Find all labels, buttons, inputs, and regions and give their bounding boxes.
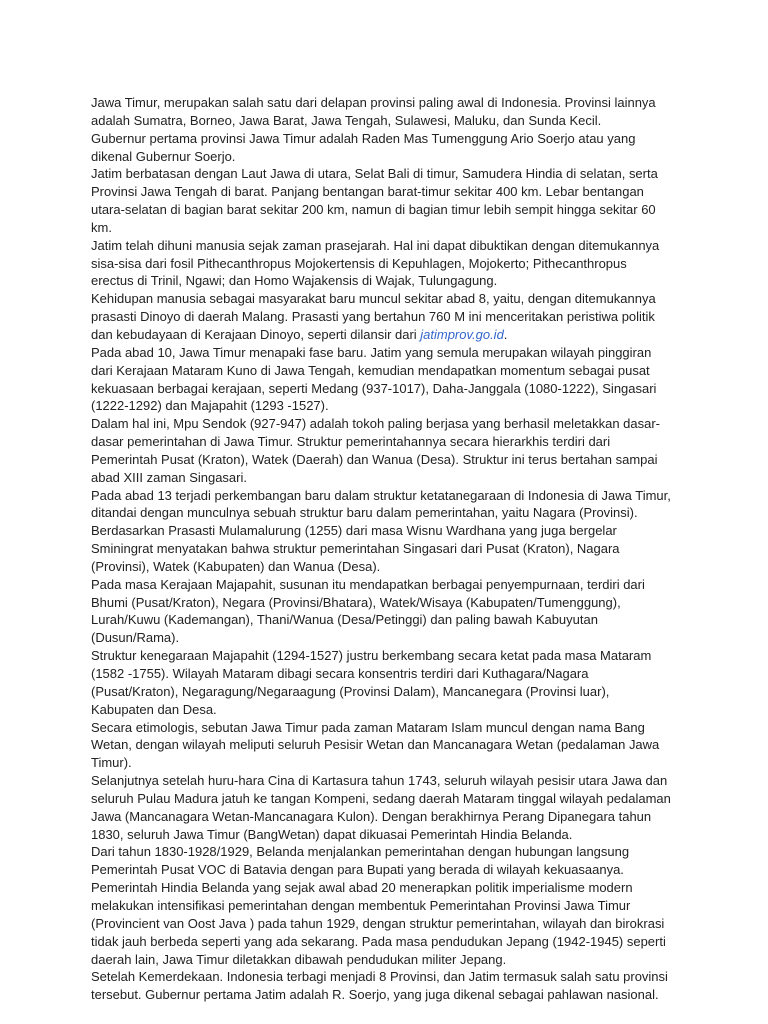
source-link[interactable]: jatimprov.go.id xyxy=(420,326,504,342)
paragraph-independence: Setelah Kemerdekaan. Indonesia terbagi menjadi 8 Provinsi, dan Jatim termasuk salah satu provinsi tersebut. Gubernur pertama Jatim adalah R. Soerjo, yang juga dikenal sebagai pahlawan nasional. xyxy=(91,969,668,1003)
paragraph-dinoyo xyxy=(91,290,672,344)
paragraph-mataram: Struktur kenegaraan Majapahit (1294-1527) justru berkembang secara ketat pada masa Mataram (1582 -1755). Wilayah Mataram dibagi secara konsentris terdiri dari Kuthagara/Nagara (Pusat/Kraton), Negaragung/Negaraagung (Provinsi Dalam), Mancanegara (Provinsi luar), Kabupaten dan Desa. xyxy=(91,648,652,717)
paragraph-kartasura: Selanjutnya setelah huru-hara Cina di Kartasura tahun 1743, seluruh wilayah pesisir utara Jawa dan seluruh Pulau Madura jatuh ke tangan Kompeni, sedang daerah Mataram tinggal wilayah pedalaman Jawa (Mancanagara Wetan-Mancanagara Kulon). Dengan berakhirnya Perang Dipanegara tahun 1830, seluruh Jawa Timur (BangWetan) dapat dikuasai Pemerintah Hindia Belanda. xyxy=(91,773,671,842)
paragraph-provinces: Jawa Timur, merupakan salah satu dari delapan provinsi paling awal di Indonesia. Provinsi lainnya adalah Sumatra, Borneo, Jawa Barat, Jawa Tengah, Sulawesi, Maluku, dan Sunda Kecil. xyxy=(91,95,656,128)
paragraph-etymology: Secara etimologis, sebutan Jawa Timur pada zaman Mataram Islam muncul dengan nama Bang Wetan, dengan wilayah meliputi seluruh Pesisir Wetan dan Mancanagara Wetan (pedalaman Jawa Timur). xyxy=(91,719,660,771)
document-body xyxy=(91,94,672,1004)
paragraph-prehistory: Jatim telah dihuni manusia sejak zaman prasejarah. Hal ini dapat dibuktikan dengan ditemukannya sisa-sisa dari fosil Pithecanthropus Mojokertensis di Kepuhlagen, Mojokerto; Pithecanthropus erectus di Trinil, Ngawi; dan Homo Wajakensis di Wajak, Tulungagung. xyxy=(91,237,660,289)
paragraph-mulamalurung: Berdasarkan Prasasti Mulamalurung (1255) dari masa Wisnu Wardhana yang juga bergelar Sminingrat menyatakan bahwa struktur pemerintahan Singasari dari Pusat (Kraton), Nagara (Provinsi), Watek (Kabupaten) dan Wanua (Desa). xyxy=(91,523,620,574)
paragraph-10th-century: Pada abad 10, Jawa Timur menapaki fase baru. Jatim yang semula merupakan wilayah pinggiran dari Kerajaan Mataram Kuno di Jawa Tengah, kemudian mendapatkan momentum sebagai pusat kekuasaan berbagai kerajaan, seperti Medang (937-1017), Daha-Janggala (1080-1222), Singasari (1222-1292) dan Majapahit (1293 -1527). xyxy=(91,344,657,414)
paragraph-mpu-sendok: Dalam hal ini, Mpu Sendok (927-947) adalah tokoh paling berjasa yang berhasil meletakkan dasar-dasar pemerintahan di Jawa Timur. Struktur pemerintahannya secara hierarkhis terdiri dari Pemerintah Pusat (Kraton), Watek (Daerah) dan Wanua (Desa). Struktur ini terus bertahan sampai abad XIII zaman Singasari. xyxy=(91,416,661,485)
paragraph-governor: Gubernur pertama provinsi Jawa Timur adalah Raden Mas Tumenggung Ario Soerjo atau yang dikenal Gubernur Soerjo. xyxy=(91,130,636,164)
paragraph-borders: Jatim berbatasan dengan Laut Jawa di utara, Selat Bali di timur, Samudera Hindia di selatan, serta Provinsi Jawa Tengah di barat. Panjang bentangan barat-timur sekitar 400 km. Lebar bentangan utara-selatan di bagian barat sekitar 200 km, namun di bagian timur lebih sempit hingga sekitar 60 km. xyxy=(91,166,658,235)
paragraph-dinoyo-text: Kehidupan manusia sebagai masyarakat baru muncul sekitar abad 8, yaitu, dengan ditemukannya prasasti Dinoyo di daerah Malang. Prasasti yang bertahun 760 M ini menceritakan peristiwa politik dan kebudayaan di Kerajaan Dinoyo, seperti dilansir dari xyxy=(91,291,656,342)
paragraph-dutch-rule: Dari tahun 1830-1928/1929, Belanda menjalankan pemerintahan dengan hubungan langsung Pemerintah Pusat VOC di Batavia dengan para Bupati yang berada di wilayah kekuasaanya. xyxy=(91,844,630,878)
paragraph-13th-century: Pada abad 13 terjadi perkembangan baru dalam struktur ketatanegaraan di Indonesia di Jawa Timur, ditandai dengan munculnya sebuah struktur baru dalam pemerintahan, yaitu Nagara (Provinsi). xyxy=(91,487,671,521)
paragraph-hindia-belanda: Pemerintah Hindia Belanda yang sejak awal abad 20 menerapkan politik imperialisme modern melakukan intensifikasi pemerintahan dengan membentuk Pemerintahan Provinsi Jawa Timur (Provincient van Oost Java ) pada tahun 1929, dengan struktur pemerintahan, wilayah dan birokrasi tidak jauh berbeda seperti yang ada sekarang. Pada masa pendudukan Jepang (1942-1945) seperti daerah lain, Jawa Timur diletakkan dibawah pendudukan militer Jepang. xyxy=(91,880,666,967)
paragraph-majapahit: Pada masa Kerajaan Majapahit, susunan itu mendapatkan berbagai penyempurnaan, terdiri dari Bhumi (Pusat/Kraton), Negara (Provinsi/Bhatara), Watek/Wisaya (Kabupaten/Tumenggung), Lurah/Kuwu (Kademangan), Thani/Wanua (Desa/Petinggi) dan paling bawah Kabuyutan (Dusun/Rama). xyxy=(91,576,645,646)
paragraph-dinoyo-end: . xyxy=(503,326,508,342)
